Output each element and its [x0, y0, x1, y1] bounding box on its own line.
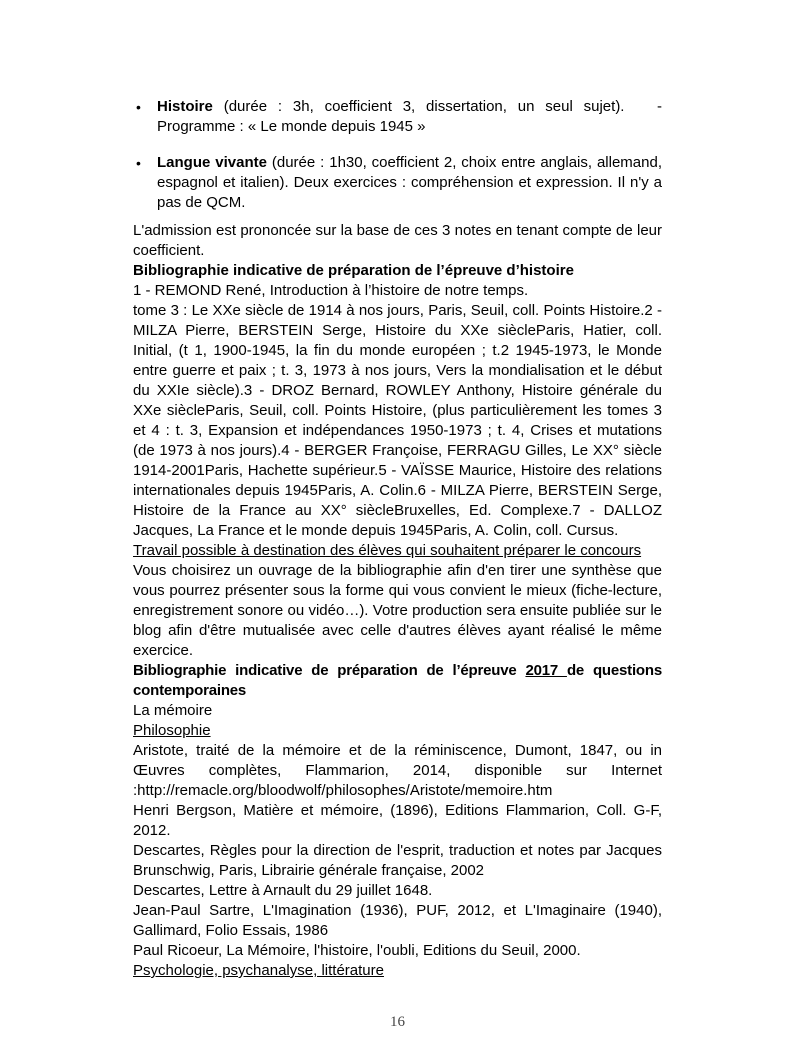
travail-heading: Travail possible à destination des élèves qui souhaitent préparer le concours [133, 542, 642, 559]
travail-paragraph: Vous choisirez un ouvrage de la bibliographie afin d'en tirer une synthèse que vous pourrez présenter sous la forme qui vous convient le mieux (fiche-lecture, enregistrement sonore ou vidéo…). Votre production sera ensuite publiée sur le blog afin d'être mutualisée avec celle d'autres élèves ayant réalisé le même exercice. [133, 562, 662, 659]
philosophy-section-heading: Philosophie [133, 722, 211, 739]
biblio-entry-descartes-lettre: Descartes, Lettre à Arnault du 29 juillet 1648. [133, 882, 433, 899]
psychology-section-heading: Psychologie, psychanalyse, littérature [133, 962, 384, 979]
exam-item-text [157, 97, 662, 137]
history-bibliography-entry-1: 1 - REMOND René, Introduction à l’histoire de notre temps. [133, 282, 529, 299]
bullet-icon: • [136, 99, 141, 115]
theme-label: La mémoire [133, 702, 213, 719]
page-number: 16 [390, 1014, 405, 1030]
exam-details: (durée : 1h30, coefficient 2, choix entre anglais, allemand, espagnol et italien). Deux exercices : compréhension et expression. Il n'y a pas de QCM. [157, 154, 662, 211]
exam-bullet-list [133, 97, 662, 213]
admission-paragraph: L'admission est prononcée sur la base de ces 3 notes en tenant compte de leur coefficient. [133, 222, 662, 259]
heading-text-before-year: Bibliographie indicative de préparation de l’épreuve [133, 662, 526, 679]
biblio-entry-ricoeur: Paul Ricoeur, La Mémoire, l'histoire, l'oubli, Editions du Seuil, 2000. [133, 942, 581, 959]
biblio-entry-bergson: Henri Bergson, Matière et mémoire, (1896), Editions Flammarion, Coll. G-F, 2012. [133, 802, 662, 839]
exam-item-text [157, 153, 662, 213]
exam-details: (durée : 3h, coefficient 3, dissertation, un seul sujet). - Programme : « Le monde depuis 1945 » [157, 98, 662, 135]
history-bibliography-body: tome 3 : Le XXe siècle de 1914 à nos jours, Paris, Seuil, coll. Points Histoire.2 - MILZA Pierre, BERSTEIN Serge, Histoire du XXe siècleParis, Hatier, coll. Initial, (t 1, 1900-1945, la fin du monde européen ; t.2 1945-1973, le Monde entre guerre et paix ; t. 3, 1973 à nos jours, Vers la mondialisation et le début du XXIe siècle).3 - DROZ Bernard, ROWLEY Anthony, Histoire générale du XXe siècleParis, Seuil, coll. Points Histoire, (plus particulièrement les tomes 3 et 4 : t. 3, Expansion et indépendances 1950-1973 ; t. 4, Crises et mutations (de 1973 à nos jours).4 - BERGER Françoise, FERRAGU Gilles, Le XX° siècle 1914-2001Paris, Hachette supérieur.5 - VAÏSSE Maurice, Histoire des relations internationales depuis 1945Paris, A. Colin.6 - MILZA Pierre, BERSTEIN Serge, Histoire de la France au XX° siècleBruxelles, Ed. Complexe.7 - DALLOZ Jacques, La France et le monde depuis 1945Paris, A. Colin, coll. Cursus. [133, 302, 662, 539]
list-item-histoire [133, 97, 662, 137]
biblio-entry-sartre: Jean-Paul Sartre, L'Imagination (1936), PUF, 2012, et L'Imaginaire (1940), Gallimard, Folio Essais, 1986 [133, 902, 662, 939]
exam-name: Histoire [157, 98, 213, 115]
list-item-langue-vivante [133, 153, 662, 213]
page-content [133, 97, 662, 981]
biblio-entry-aristote: Aristote, traité de la mémoire et de la réminiscence, Dumont, 1847, ou in Œuvres complètes, Flammarion, 2014, disponible sur Internet :http://remacle.org/bloodwolf/philosophes/Aristote/memoire.htm [133, 742, 662, 799]
biblio-entry-descartes-regles: Descartes, Règles pour la direction de l'esprit, traduction et notes par Jacques Brunschwig, Paris, Librairie générale française, 2002 [133, 842, 662, 879]
heading-year-2017: 2017 [525, 662, 567, 679]
exam-name: Langue vivante [157, 154, 267, 171]
questions-bibliography-heading [133, 661, 662, 701]
heading-text-after-year: de questions contemporaines [133, 662, 662, 699]
history-bibliography-heading: Bibliographie indicative de préparation de l’épreuve d’histoire [133, 262, 574, 279]
bullet-icon: • [136, 155, 141, 171]
